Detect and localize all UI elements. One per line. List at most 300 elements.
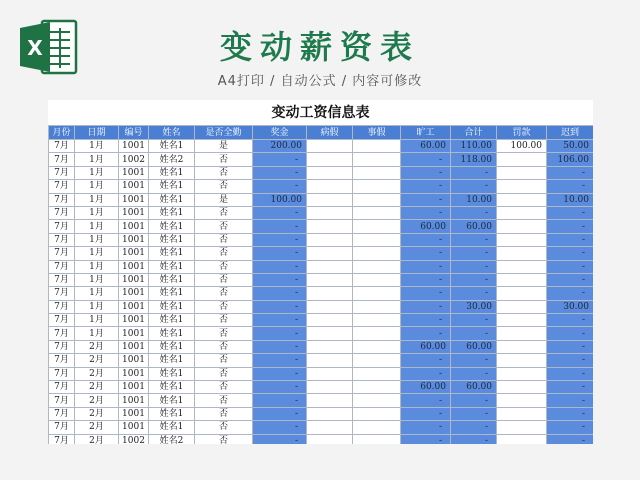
table-row (49, 300, 594, 313)
table-cell[interactable]: - (253, 354, 307, 367)
table-cell[interactable]: - (451, 407, 497, 420)
table-cell[interactable]: - (547, 434, 594, 444)
table-cell[interactable]: - (401, 193, 451, 206)
table-cell[interactable] (497, 273, 547, 286)
table-cell[interactable]: 姓名1 (149, 247, 195, 260)
table-cell[interactable]: - (253, 273, 307, 286)
column-header[interactable]: 病假 (307, 126, 353, 140)
table-cell[interactable]: - (451, 273, 497, 286)
table-cell[interactable]: - (547, 180, 594, 193)
table-cell[interactable]: 7月 (49, 421, 75, 434)
table-cell[interactable]: - (253, 206, 307, 219)
table-cell[interactable]: - (451, 260, 497, 273)
table-cell[interactable]: 2月 (75, 367, 119, 380)
table-cell[interactable]: 1月 (75, 140, 119, 153)
table-cell[interactable]: - (401, 166, 451, 179)
table-cell[interactable]: 否 (195, 206, 253, 219)
table-cell[interactable] (497, 314, 547, 327)
table-cell[interactable]: 1001 (119, 166, 149, 179)
table-cell[interactable]: 否 (195, 287, 253, 300)
table-cell[interactable]: - (253, 367, 307, 380)
table-cell[interactable]: 110.00 (451, 140, 497, 153)
table-cell[interactable]: 1001 (119, 367, 149, 380)
table-cell[interactable]: - (253, 247, 307, 260)
table-cell[interactable] (353, 220, 401, 233)
table-cell[interactable] (307, 300, 353, 313)
table-cell[interactable]: 30.00 (451, 300, 497, 313)
table-cell[interactable]: 1月 (75, 233, 119, 246)
table-cell[interactable] (353, 381, 401, 394)
table-cell[interactable] (353, 153, 401, 166)
table-cell[interactable]: - (451, 354, 497, 367)
table-cell[interactable]: - (451, 247, 497, 260)
table-cell[interactable]: 1001 (119, 407, 149, 420)
table-cell[interactable]: - (401, 367, 451, 380)
table-cell[interactable]: 1月 (75, 327, 119, 340)
table-cell[interactable]: 7月 (49, 193, 75, 206)
table-cell[interactable] (497, 394, 547, 407)
table-cell[interactable]: 2月 (75, 407, 119, 420)
table-cell[interactable]: - (253, 287, 307, 300)
table-cell[interactable] (307, 421, 353, 434)
table-cell[interactable]: 60.00 (401, 220, 451, 233)
table-cell[interactable]: 7月 (49, 140, 75, 153)
table-cell[interactable]: 1001 (119, 193, 149, 206)
table-cell[interactable]: 1001 (119, 220, 149, 233)
table-cell[interactable]: 姓名1 (149, 314, 195, 327)
table-cell[interactable]: 姓名1 (149, 220, 195, 233)
table-cell[interactable]: - (253, 314, 307, 327)
table-cell[interactable]: 60.00 (451, 220, 497, 233)
table-cell[interactable]: - (401, 180, 451, 193)
table-cell[interactable]: - (547, 233, 594, 246)
table-cell[interactable]: - (401, 421, 451, 434)
table-cell[interactable]: 否 (195, 421, 253, 434)
table-cell[interactable] (353, 300, 401, 313)
table-cell[interactable]: 10.00 (451, 193, 497, 206)
table-cell[interactable]: 否 (195, 153, 253, 166)
table-cell[interactable]: 1月 (75, 287, 119, 300)
table-row (49, 367, 594, 380)
table-cell[interactable]: 1001 (119, 421, 149, 434)
table-cell[interactable]: 7月 (49, 153, 75, 166)
table-cell[interactable]: 1001 (119, 180, 149, 193)
table-cell[interactable]: - (253, 340, 307, 353)
table-cell[interactable]: - (401, 233, 451, 246)
table-cell[interactable] (353, 273, 401, 286)
table-cell[interactable] (353, 206, 401, 219)
table-cell[interactable] (353, 394, 401, 407)
table-cell[interactable]: 2月 (75, 354, 119, 367)
table-row (49, 247, 594, 260)
table-cell[interactable] (353, 434, 401, 444)
table-cell[interactable]: - (547, 314, 594, 327)
table-cell[interactable] (497, 260, 547, 273)
table-cell[interactable]: - (401, 394, 451, 407)
table-cell[interactable]: 姓名1 (149, 381, 195, 394)
table-cell[interactable]: - (547, 421, 594, 434)
table-cell[interactable]: 7月 (49, 287, 75, 300)
table-cell[interactable]: 否 (195, 394, 253, 407)
table-cell[interactable] (497, 220, 547, 233)
table-cell[interactable]: 1001 (119, 287, 149, 300)
table-cell[interactable]: - (547, 327, 594, 340)
table-cell[interactable]: 1001 (119, 394, 149, 407)
table-cell[interactable] (353, 407, 401, 420)
table-cell[interactable]: 1月 (75, 206, 119, 219)
table-cell[interactable] (307, 233, 353, 246)
table-cell[interactable]: 姓名1 (149, 193, 195, 206)
table-cell[interactable]: 1002 (119, 153, 149, 166)
table-cell[interactable] (307, 287, 353, 300)
table-cell[interactable]: 是 (195, 140, 253, 153)
table-cell[interactable]: 2月 (75, 434, 119, 444)
table-cell[interactable]: 1月 (75, 153, 119, 166)
table-cell[interactable]: 1月 (75, 220, 119, 233)
table-cell[interactable]: 1001 (119, 273, 149, 286)
table-cell[interactable]: - (451, 233, 497, 246)
table-cell[interactable] (497, 327, 547, 340)
table-cell[interactable] (307, 206, 353, 219)
table-cell[interactable]: 7月 (49, 381, 75, 394)
table-cell[interactable]: 1001 (119, 354, 149, 367)
table-cell[interactable] (353, 166, 401, 179)
table-cell[interactable]: - (253, 180, 307, 193)
table-cell[interactable]: 7月 (49, 407, 75, 420)
table-cell[interactable]: 1001 (119, 140, 149, 153)
table-cell[interactable]: - (253, 394, 307, 407)
table-cell[interactable]: - (547, 166, 594, 179)
table-cell[interactable]: 姓名1 (149, 354, 195, 367)
table-cell[interactable]: - (253, 421, 307, 434)
table-cell[interactable]: 1001 (119, 381, 149, 394)
table-cell[interactable] (497, 180, 547, 193)
table-cell[interactable]: - (547, 340, 594, 353)
table-cell[interactable]: 1月 (75, 314, 119, 327)
table-cell[interactable]: - (451, 206, 497, 219)
table-cell[interactable]: - (401, 153, 451, 166)
table-cell[interactable]: 1月 (75, 166, 119, 179)
table-row (49, 314, 594, 327)
table-cell[interactable]: 7月 (49, 300, 75, 313)
table-row (49, 407, 594, 420)
table-cell[interactable]: 1001 (119, 300, 149, 313)
table-cell[interactable]: 姓名1 (149, 287, 195, 300)
table-cell[interactable]: 1002 (119, 434, 149, 444)
table-cell[interactable]: 否 (195, 300, 253, 313)
table-cell[interactable]: - (547, 260, 594, 273)
table-cell[interactable]: 否 (195, 340, 253, 353)
column-header[interactable]: 迟到 (547, 126, 594, 140)
table-cell[interactable]: 7月 (49, 340, 75, 353)
table-cell[interactable]: 7月 (49, 180, 75, 193)
table-cell[interactable]: - (547, 247, 594, 260)
table-cell[interactable]: - (451, 327, 497, 340)
table-cell[interactable]: 是 (195, 193, 253, 206)
table-cell[interactable] (307, 381, 353, 394)
table-cell[interactable]: - (547, 394, 594, 407)
column-header[interactable]: 日期 (75, 126, 119, 140)
table-cell[interactable]: - (451, 394, 497, 407)
table-cell[interactable]: 60.00 (401, 381, 451, 394)
table-cell[interactable]: 100.00 (253, 193, 307, 206)
table-cell[interactable]: - (253, 233, 307, 246)
table-cell[interactable]: 否 (195, 180, 253, 193)
table-cell[interactable]: - (253, 434, 307, 444)
table-cell[interactable]: - (451, 166, 497, 179)
table-cell[interactable] (497, 287, 547, 300)
table-cell[interactable] (497, 340, 547, 353)
table-cell[interactable] (497, 381, 547, 394)
table-cell[interactable]: 100.00 (497, 140, 547, 153)
table-cell[interactable]: 1001 (119, 314, 149, 327)
table-cell[interactable]: 否 (195, 247, 253, 260)
table-cell[interactable] (497, 166, 547, 179)
table-cell[interactable] (307, 193, 353, 206)
table-cell[interactable]: 姓名1 (149, 260, 195, 273)
table-cell[interactable]: 7月 (49, 367, 75, 380)
table-cell[interactable]: 7月 (49, 354, 75, 367)
table-cell[interactable]: - (253, 220, 307, 233)
table-cell[interactable] (353, 193, 401, 206)
table-cell[interactable]: 1月 (75, 247, 119, 260)
table-cell[interactable] (353, 180, 401, 193)
table-cell[interactable]: - (253, 300, 307, 313)
table-cell[interactable]: - (401, 327, 451, 340)
table-cell[interactable]: - (451, 180, 497, 193)
salary-table (48, 125, 593, 444)
column-header[interactable]: 姓名 (149, 126, 195, 140)
table-cell[interactable]: 否 (195, 314, 253, 327)
table-cell[interactable]: 姓名1 (149, 273, 195, 286)
table-cell[interactable]: 姓名1 (149, 367, 195, 380)
table-cell[interactable]: 7月 (49, 394, 75, 407)
column-header[interactable]: 旷工 (401, 126, 451, 140)
table-cell[interactable] (307, 314, 353, 327)
column-header[interactable]: 是否全勤 (195, 126, 253, 140)
table-cell[interactable] (353, 287, 401, 300)
table-cell[interactable] (307, 394, 353, 407)
table-cell[interactable] (497, 421, 547, 434)
table-cell[interactable]: 7月 (49, 273, 75, 286)
table-cell[interactable]: 1001 (119, 340, 149, 353)
table-cell[interactable]: - (253, 260, 307, 273)
table-cell[interactable]: 姓名2 (149, 434, 195, 444)
table-cell[interactable]: 7月 (49, 247, 75, 260)
table-cell[interactable] (497, 434, 547, 444)
table-cell[interactable]: 姓名2 (149, 153, 195, 166)
banner-title: 变动薪资表 (219, 28, 420, 66)
table-cell[interactable] (353, 233, 401, 246)
table-cell[interactable] (497, 153, 547, 166)
table-cell[interactable] (307, 180, 353, 193)
table-cell[interactable] (307, 340, 353, 353)
table-cell[interactable]: - (401, 300, 451, 313)
table-cell[interactable]: - (547, 354, 594, 367)
table-cell[interactable]: 2月 (75, 340, 119, 353)
table-cell[interactable] (497, 300, 547, 313)
table-cell[interactable]: - (547, 381, 594, 394)
table-cell[interactable] (353, 314, 401, 327)
table-cell[interactable]: 否 (195, 354, 253, 367)
table-cell[interactable]: 60.00 (401, 340, 451, 353)
table-cell[interactable]: - (451, 314, 497, 327)
column-header[interactable]: 月份 (49, 126, 75, 140)
table-cell[interactable] (307, 140, 353, 153)
table-cell[interactable]: 姓名1 (149, 407, 195, 420)
table-cell[interactable] (353, 327, 401, 340)
table-cell[interactable]: 7月 (49, 260, 75, 273)
table-cell[interactable]: 1月 (75, 180, 119, 193)
table-cell[interactable]: 否 (195, 260, 253, 273)
table-cell[interactable] (307, 354, 353, 367)
table-cell[interactable]: - (547, 273, 594, 286)
table-cell[interactable] (307, 327, 353, 340)
column-header[interactable]: 合计 (451, 126, 497, 140)
table-cell[interactable]: - (451, 367, 497, 380)
table-cell[interactable]: 否 (195, 367, 253, 380)
table-cell[interactable]: - (253, 327, 307, 340)
table-cell[interactable]: - (253, 407, 307, 420)
table-cell[interactable] (497, 354, 547, 367)
table-cell[interactable] (307, 247, 353, 260)
table-cell[interactable]: 姓名1 (149, 206, 195, 219)
table-cell[interactable]: 118.00 (451, 153, 497, 166)
table-cell[interactable]: - (401, 260, 451, 273)
table-cell[interactable] (307, 153, 353, 166)
table-cell[interactable]: 1001 (119, 233, 149, 246)
table-cell[interactable] (307, 260, 353, 273)
table-cell[interactable]: 200.00 (253, 140, 307, 153)
table-cell[interactable]: 1月 (75, 260, 119, 273)
table-cell[interactable]: 2月 (75, 421, 119, 434)
table-cell[interactable] (353, 260, 401, 273)
table-cell[interactable]: 1月 (75, 300, 119, 313)
table-cell[interactable]: 60.00 (401, 140, 451, 153)
table-cell[interactable]: - (401, 354, 451, 367)
table-cell[interactable]: 7月 (49, 314, 75, 327)
table-cell[interactable]: - (547, 220, 594, 233)
table-cell[interactable]: 1001 (119, 260, 149, 273)
table-cell[interactable]: 姓名1 (149, 340, 195, 353)
table-cell[interactable]: 2月 (75, 394, 119, 407)
table-cell[interactable]: 姓名1 (149, 233, 195, 246)
column-header[interactable]: 罚款 (497, 126, 547, 140)
table-cell[interactable]: 否 (195, 381, 253, 394)
table-cell[interactable]: 姓名1 (149, 180, 195, 193)
table-cell[interactable] (353, 340, 401, 353)
table-cell[interactable]: - (451, 421, 497, 434)
table-cell[interactable]: 否 (195, 220, 253, 233)
table-cell[interactable]: 否 (195, 327, 253, 340)
table-cell[interactable] (497, 206, 547, 219)
table-cell[interactable]: 1001 (119, 247, 149, 260)
table-cell[interactable]: 姓名1 (149, 140, 195, 153)
table-cell[interactable]: - (401, 287, 451, 300)
column-header[interactable]: 编号 (119, 126, 149, 140)
table-cell[interactable]: - (451, 287, 497, 300)
table-cell[interactable]: - (547, 287, 594, 300)
table-cell[interactable]: 7月 (49, 206, 75, 219)
table-cell[interactable]: 否 (195, 233, 253, 246)
table-cell[interactable] (353, 247, 401, 260)
table-cell[interactable] (307, 166, 353, 179)
table-cell[interactable]: 否 (195, 407, 253, 420)
table-cell[interactable] (307, 367, 353, 380)
table-header-row (49, 126, 594, 140)
table-cell[interactable] (497, 367, 547, 380)
table-cell[interactable]: 106.00 (547, 153, 594, 166)
table-cell[interactable]: 7月 (49, 233, 75, 246)
table-cell[interactable]: - (401, 434, 451, 444)
table-cell[interactable]: 7月 (49, 327, 75, 340)
table-cell[interactable]: 1月 (75, 273, 119, 286)
table-cell[interactable]: 姓名1 (149, 300, 195, 313)
table-cell[interactable]: 2月 (75, 381, 119, 394)
column-header[interactable]: 事假 (353, 126, 401, 140)
table-cell[interactable]: 1月 (75, 193, 119, 206)
table-cell[interactable]: - (547, 367, 594, 380)
table-row (49, 140, 594, 153)
table-cell[interactable] (353, 140, 401, 153)
table-cell[interactable]: 60.00 (451, 381, 497, 394)
table-cell[interactable]: 50.00 (547, 140, 594, 153)
table-cell[interactable] (307, 220, 353, 233)
table-cell[interactable] (497, 193, 547, 206)
table-cell[interactable] (307, 407, 353, 420)
table-row (49, 287, 594, 300)
table-cell[interactable] (353, 354, 401, 367)
table-cell[interactable]: 否 (195, 434, 253, 444)
table-cell[interactable]: - (401, 407, 451, 420)
table-row (49, 381, 594, 394)
table-cell[interactable] (497, 233, 547, 246)
table-cell[interactable]: 姓名1 (149, 394, 195, 407)
table-cell[interactable]: 30.00 (547, 300, 594, 313)
table-cell[interactable]: - (451, 434, 497, 444)
table-cell[interactable]: 1001 (119, 206, 149, 219)
table-cell[interactable]: 7月 (49, 434, 75, 444)
table-cell[interactable]: 7月 (49, 220, 75, 233)
table-cell[interactable]: - (253, 166, 307, 179)
table-cell[interactable]: - (401, 247, 451, 260)
table-cell[interactable]: 姓名1 (149, 421, 195, 434)
table-cell[interactable]: 否 (195, 273, 253, 286)
table-row (49, 193, 594, 206)
table-cell[interactable] (307, 273, 353, 286)
table-cell[interactable]: 姓名1 (149, 327, 195, 340)
table-cell[interactable]: - (253, 381, 307, 394)
table-cell[interactable]: - (547, 407, 594, 420)
table-cell[interactable]: - (547, 206, 594, 219)
table-cell[interactable]: - (401, 273, 451, 286)
table-cell[interactable]: 10.00 (547, 193, 594, 206)
table-cell[interactable]: 1001 (119, 327, 149, 340)
table-cell[interactable]: 7月 (49, 166, 75, 179)
table-cell[interactable]: 否 (195, 166, 253, 179)
table-cell[interactable]: 姓名1 (149, 166, 195, 179)
table-cell[interactable]: - (401, 206, 451, 219)
column-header[interactable]: 奖金 (253, 126, 307, 140)
table-cell[interactable]: - (401, 314, 451, 327)
table-cell[interactable]: - (253, 153, 307, 166)
table-cell[interactable] (307, 434, 353, 444)
table-cell[interactable] (353, 367, 401, 380)
table-cell[interactable]: 60.00 (451, 340, 497, 353)
table-cell[interactable] (497, 247, 547, 260)
table-cell[interactable] (497, 407, 547, 420)
table-cell[interactable] (353, 421, 401, 434)
